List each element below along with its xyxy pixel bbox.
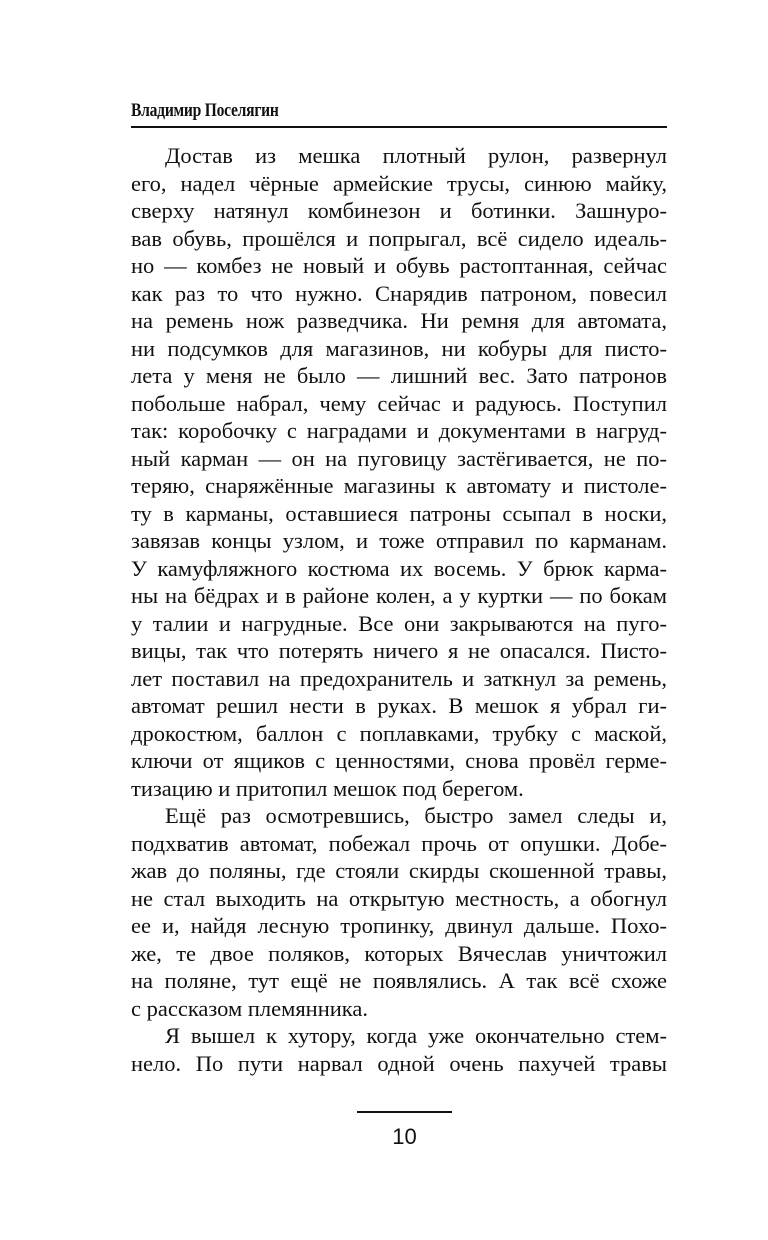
page-number: 10 bbox=[392, 1124, 417, 1149]
text-line: ее и, найдя лесную тропинку, двинул дальше. Похо- bbox=[131, 913, 667, 938]
text-line: ключи от ящиков с ценностями, снова провёл герме- bbox=[131, 748, 667, 773]
text-line: Достав из мешка плотный рулон, развернул bbox=[165, 143, 667, 168]
text-line: Ещё раз осмотревшись, быстро замел следы и, bbox=[165, 803, 667, 828]
text-line: ны на бёдрах и в районе колен, а у куртки — по бокам bbox=[131, 583, 667, 608]
text-line: на поляне, тут ещё не появлялись. А так всё схоже bbox=[131, 968, 667, 993]
running-head-author: Владимир Поселягин bbox=[131, 100, 279, 121]
text-line: завязав концы узлом, и тоже отправил по карманам. bbox=[131, 528, 667, 553]
text-line: ни подсумков для магазинов, ни кобуры для писто- bbox=[131, 335, 667, 361]
text-line: вицы, так что потерять ничего я не опасался. Писто- bbox=[131, 638, 667, 663]
text-line: на ремень нож разведчика. Ни ремня для автомата, bbox=[131, 308, 667, 333]
text-line: Я вышел к хутору, когда уже окончательно стем- bbox=[165, 1023, 667, 1048]
text-line: так: коробочку с наградами и документами в нагруд- bbox=[131, 418, 667, 443]
footer-divider bbox=[357, 1111, 452, 1113]
text-line: дрокостюм, баллон с поплавками, трубку с маской, bbox=[131, 720, 667, 746]
text-line: как раз то что нужно. Снарядив патроном, повесил bbox=[131, 280, 667, 306]
text-line: лет поставил на предохранитель и заткнул за ремень, bbox=[131, 665, 667, 691]
text-line: же, те двое поляков, которых Вячеслав уничтожил bbox=[131, 940, 667, 966]
text-line: подхватив автомат, побежал прочь от опушки. Добе- bbox=[131, 830, 667, 856]
text-line: сверху натянул комбинезон и ботинки. Зашнуро- bbox=[131, 198, 667, 223]
text-line: у талии и нагрудные. Все они закрываются на пуго- bbox=[131, 610, 667, 636]
text-line: нело. По пути нарвал одной очень пахучей травы bbox=[131, 1050, 667, 1076]
text-line: вав обувь, прошёлся и попрыгал, всё сидело идеаль- bbox=[131, 225, 667, 251]
text-line: его, надел чёрные армейские трусы, синюю майку, bbox=[131, 170, 667, 196]
text-line: ный карман — он на пуговицу застёгивается, не по- bbox=[131, 445, 667, 471]
text-line: не стал выходить на открытую местность, а обогнул bbox=[131, 885, 667, 911]
text-line: ту в карманы, оставшиеся патроны ссыпал в носки, bbox=[131, 500, 667, 526]
text-line: лета у меня не было — лишний вес. Зато патронов bbox=[131, 363, 667, 388]
text-line: теряю, снаряжённые магазины к автомату и пистоле- bbox=[131, 473, 667, 498]
header-divider bbox=[131, 126, 667, 128]
text-line: с рассказом племянника. bbox=[131, 995, 369, 1021]
text-line: побольше набрал, чему сейчас и радуюсь. Поступил bbox=[131, 390, 667, 416]
text-line: У камуфляжного костюма их восемь. У брюк карма- bbox=[131, 555, 667, 581]
text-line: жав до поляны, где стояли скирды скошенной травы, bbox=[131, 858, 667, 883]
text-line: но — комбез не новый и обувь растоптанная, сейчас bbox=[131, 253, 667, 278]
text-line: автомат решил нести в руках. В мешок я убрал ги- bbox=[131, 693, 667, 718]
text-line: тизацию и притопил мешок под берегом. bbox=[131, 775, 524, 801]
body-text bbox=[131, 142, 667, 1077]
